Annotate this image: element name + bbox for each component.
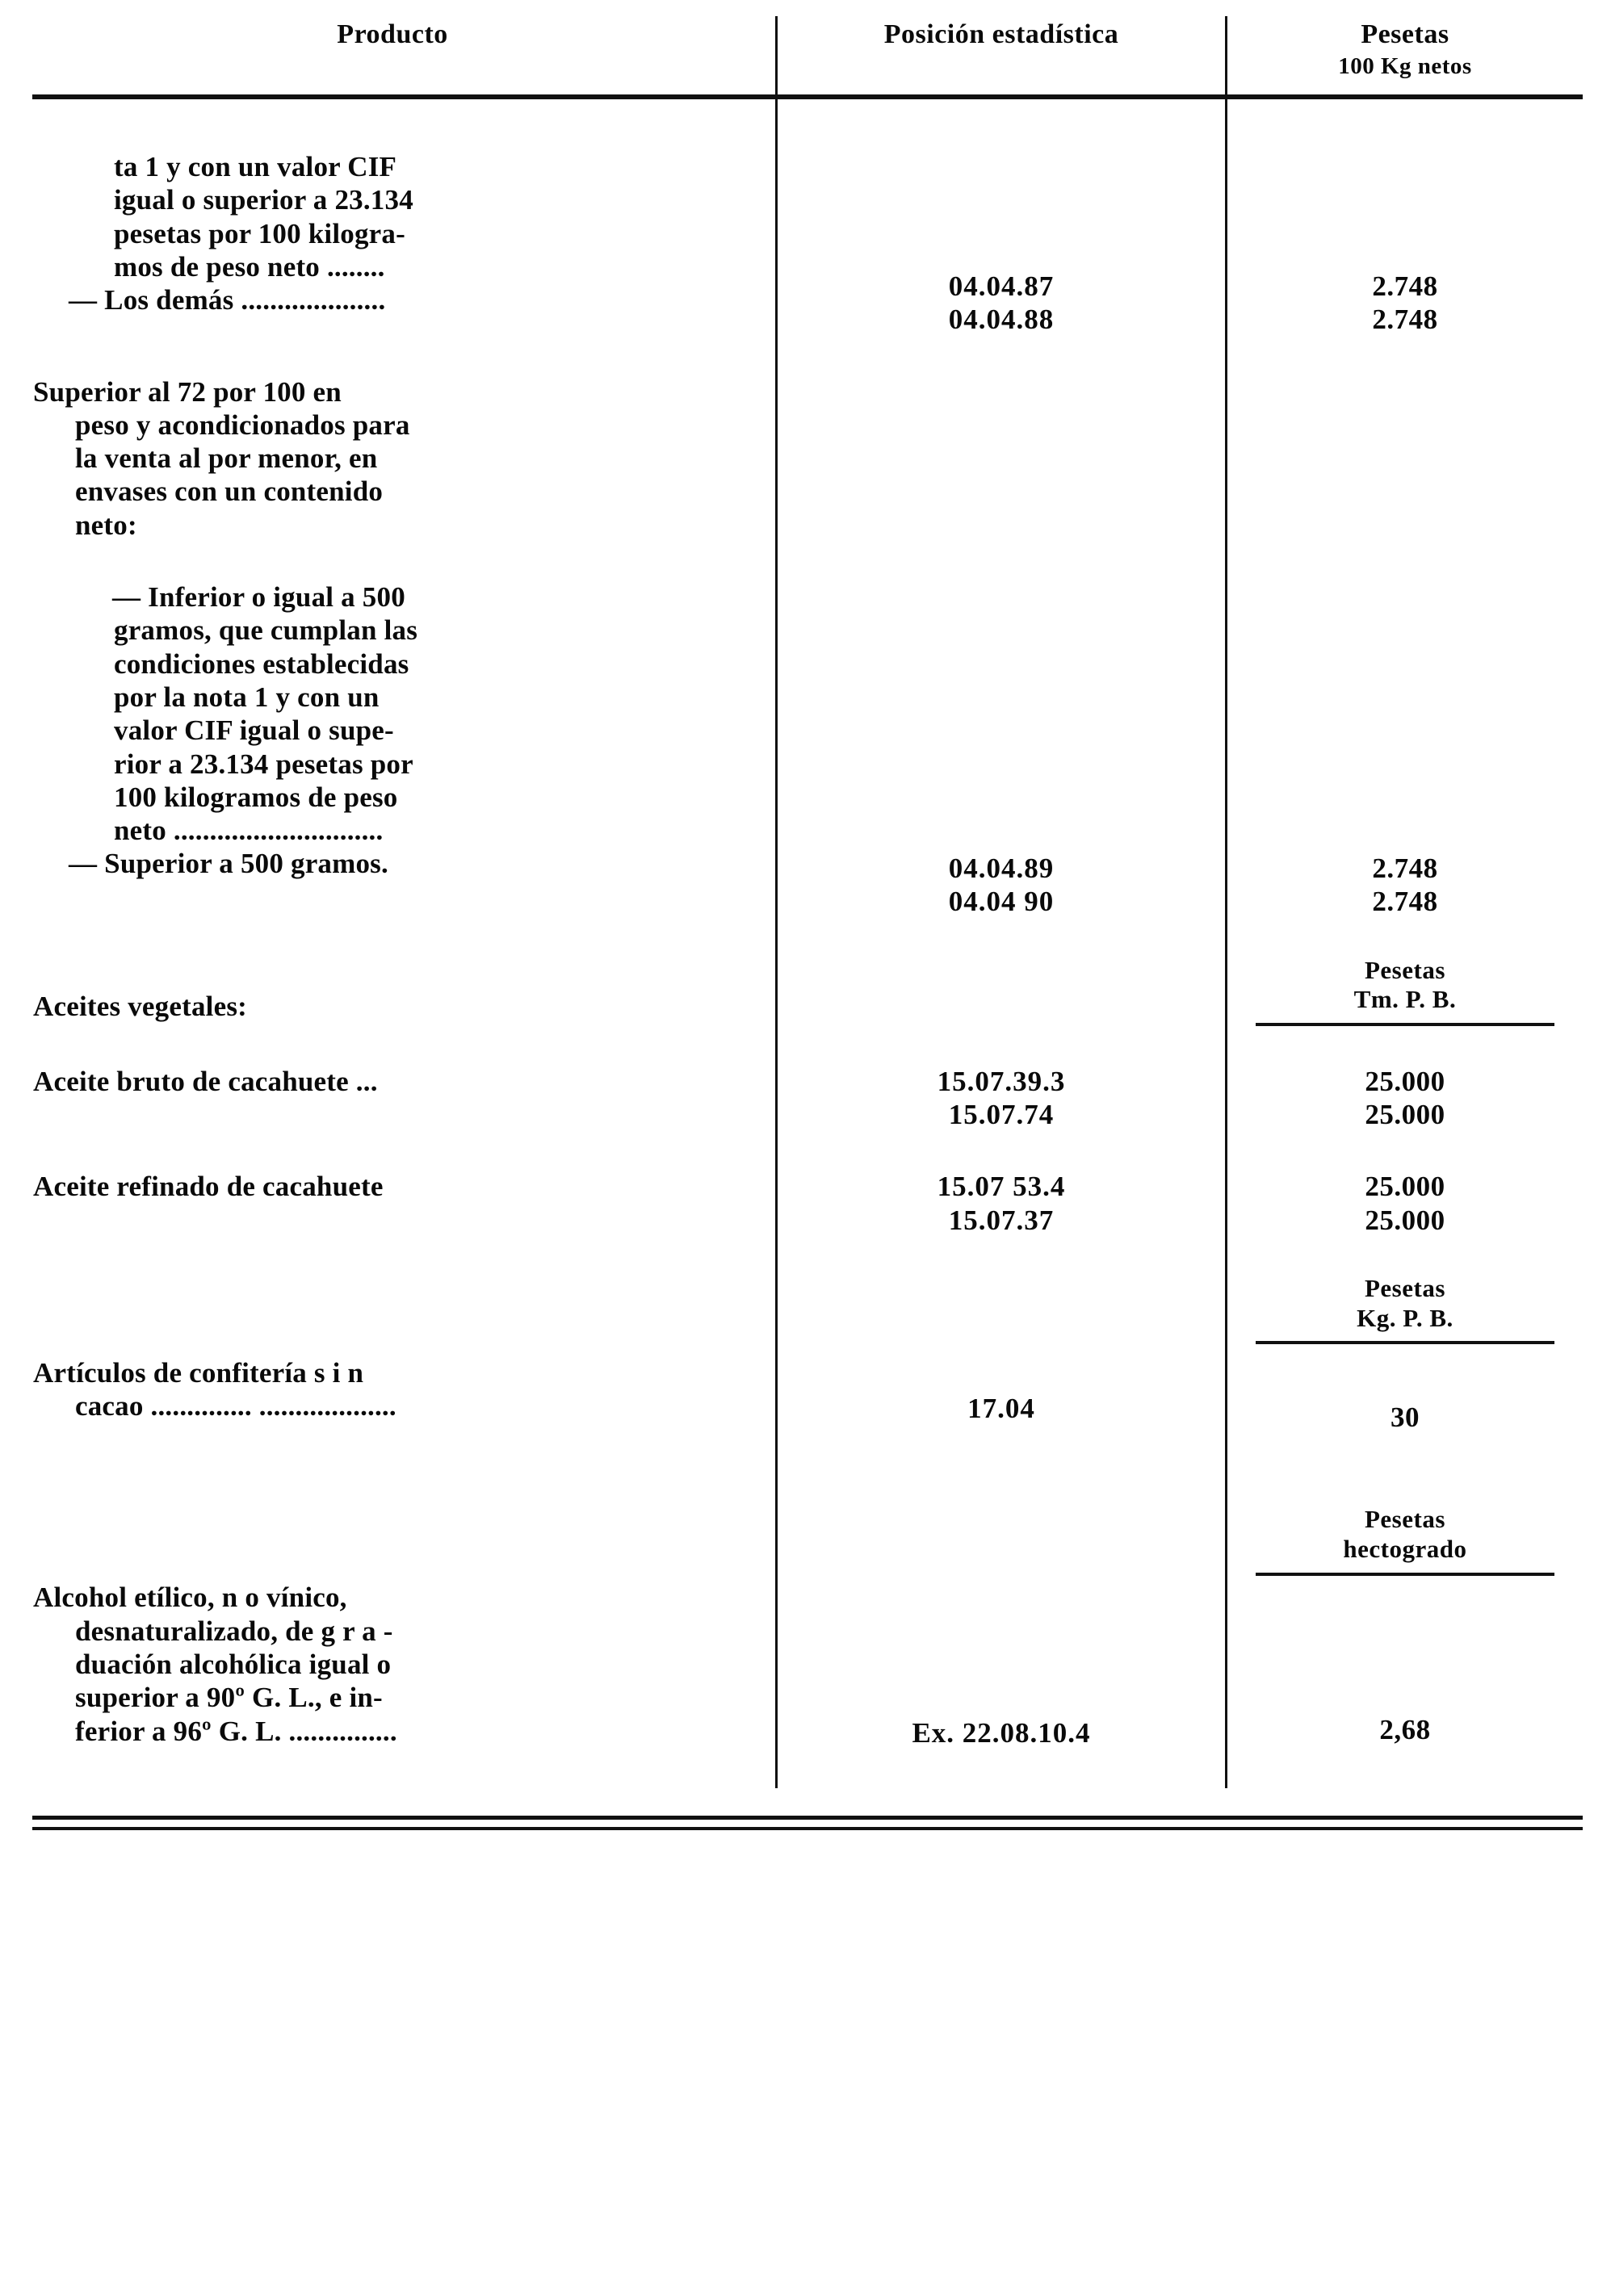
row-5-positions [777,1064,1227,1133]
spacer-row [32,337,1583,375]
position-code: 15.07 53.4 [937,1171,1066,1203]
price-value: 25.000 [1365,1099,1445,1131]
price-value: 2.748 [1372,304,1438,336]
product-line: neto ............................. [114,815,384,847]
table-header [32,16,1583,99]
product-line: condiciones establecidas [114,647,409,680]
table-row [32,149,1583,337]
price-value: 2.748 [1372,270,1438,302]
product-line: Artículos de confitería s i n [33,1357,364,1389]
product-line: pesetas por 100 kilogra- [114,217,405,249]
product-line: Alcohol etílico, n o vínico, [33,1582,347,1614]
column-header-pesetas [1226,16,1583,94]
product-line: ferior a 96º G. L. ............... [75,1715,397,1747]
row-6-prices [1226,1169,1583,1238]
product-line: 100 kilogramos de peso [114,781,398,813]
price-value: 2.748 [1372,853,1438,885]
table-row [32,1169,1583,1238]
unit-label-line1: Pesetas [1364,1505,1445,1534]
spacer-row [32,1132,1583,1169]
product-line: — Inferior o igual a 500 [112,581,405,614]
row-1-positions [777,149,1227,337]
table-row [32,1238,1583,1435]
product-line: envases con un contenido [75,476,384,508]
row-3-positions [777,580,1227,920]
spacer-row [32,99,1583,149]
row-7-positions [777,1238,1227,1435]
unit-label-line1: Pesetas [1364,1274,1445,1303]
product-line: — Superior a 500 gramos. [69,848,388,880]
row-4-product [32,920,777,1027]
product-line: neto: [75,509,137,541]
position-code: 15.07.37 [948,1204,1055,1236]
table-body [32,99,1583,1788]
price-value: 30 [1390,1401,1420,1434]
product-line: superior a 90º G. L., e in- [75,1682,383,1714]
row-2-product [32,375,777,543]
row-1-product [32,149,777,337]
product-line: rior a 23.134 pesetas por [114,748,413,780]
row-7-prices [1226,1238,1583,1435]
table-row [32,1064,1583,1133]
position-code: 15.07.74 [948,1099,1055,1131]
tariff-table [32,16,1583,1788]
product-line: Aceite refinado de cacahuete [33,1171,384,1203]
table-bottom-double-rule [32,1816,1583,1854]
price-value: 25.000 [1365,1204,1445,1236]
product-line: duación alcohólica igual o [75,1649,392,1681]
row-1-prices [1226,149,1583,337]
row-5-product [32,1064,777,1133]
product-line: Superior al 72 por 100 en [33,375,342,408]
row-7-product [32,1238,777,1435]
product-line: mos de peso neto ........ [114,250,385,283]
product-line: ta 1 y con un valor CIF [114,151,397,182]
row-5-prices [1226,1064,1583,1133]
position-code: 15.07.39.3 [937,1065,1066,1097]
product-line: Aceite bruto de cacahuete ... [33,1065,378,1097]
unit-label-line2: Tm. P. B. [1353,985,1457,1014]
position-code: 17.04 [967,1393,1035,1425]
column-header-pesetas-line2: 100 Kg netos [1338,53,1472,79]
row-6-positions [777,1169,1227,1238]
row-8-prices [1226,1435,1583,1750]
column-header-position: Posición estadística [777,16,1227,94]
unit-label-line2: hectogrado [1343,1535,1467,1564]
unit-rule [1256,1023,1554,1026]
price-value: 25.000 [1365,1065,1445,1097]
product-line: peso y acondicionados para [75,409,410,441]
column-header-pesetas-line1: Pesetas [1361,19,1449,49]
product-line: gramos, que cumplan las [114,614,418,647]
table-row [32,580,1583,920]
spacer-row [32,1027,1583,1064]
row-8-product [32,1435,777,1750]
table-row [32,1435,1583,1750]
unit-label-line2: Kg. P. B. [1357,1303,1454,1332]
row-3-prices [1226,580,1583,920]
product-line: la venta al por menor, en [75,442,378,475]
price-value: 2,68 [1379,1713,1431,1745]
position-code: 04.04.87 [948,270,1055,302]
product-line: cacao .............. ................... [75,1390,396,1422]
price-value: 2.748 [1372,886,1438,918]
row-8-positions [777,1435,1227,1750]
unit-label-line1: Pesetas [1364,955,1445,984]
row-4-unit-head [1226,920,1583,1027]
position-code: Ex. 22.08.10.4 [912,1717,1091,1749]
price-value: 25.000 [1365,1171,1445,1203]
product-line: — Los demás .................... [69,284,386,316]
row-3-product [32,580,777,920]
spacer-row [32,1751,1583,1788]
column-header-product: Producto [32,16,777,94]
product-line: valor CIF igual o supe- [114,714,394,747]
product-line: por la nota 1 y con un [114,681,380,713]
position-code: 04.04.88 [948,304,1055,336]
table-row [32,375,1583,543]
position-code: 04.04 90 [948,886,1055,918]
product-line: desnaturalizado, de g r a - [75,1615,393,1647]
position-code: 04.04.89 [948,853,1055,885]
product-line: Aceites vegetales: [33,990,247,1022]
spacer-row [32,543,1583,580]
product-line: igual o superior a 23.134 [114,184,413,216]
row-6-product [32,1169,777,1238]
table-row [32,920,1583,1027]
